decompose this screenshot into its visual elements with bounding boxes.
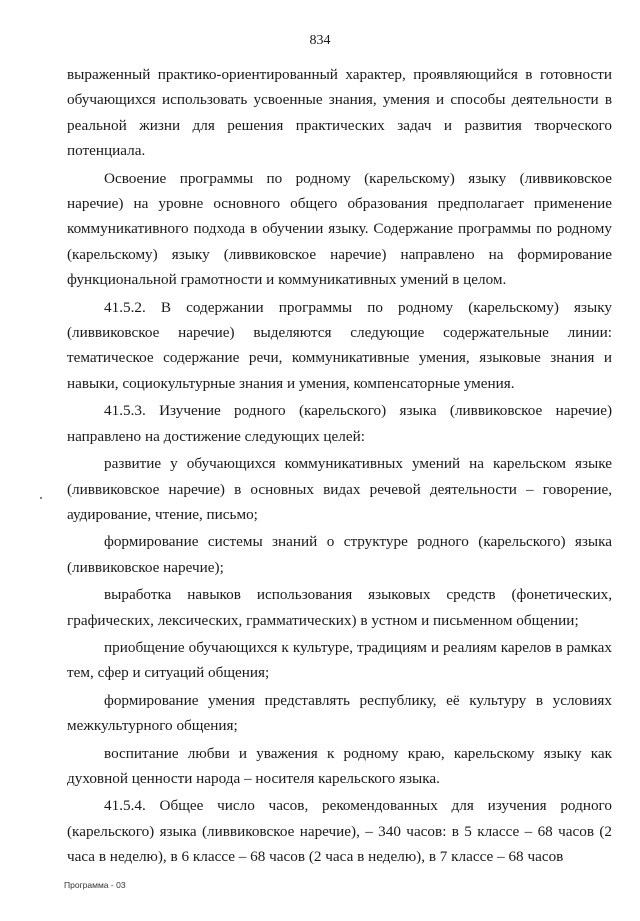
body-text — [67, 62, 612, 872]
paragraph-continuation: выраженный практико-ориентированный характер, проявляющийся в готовности обучающихся использовать усвоенные знания, умения и способы деятельности в реальной жизни для решения практических задач и развития творческого потенциала. — [67, 66, 612, 160]
page-number: 834 — [309, 33, 331, 48]
goal-item-language-means: выработка навыков использования языковых средств (фонетических, графических, лексических, грамматических) в устном и письменном общении; — [67, 586, 612, 629]
goal-item-represent-republic: формирование умения представлять республику, её культуру в условиях межкультурного общения; — [67, 691, 612, 735]
scan-speck — [40, 497, 42, 499]
paragraph-41-5-4: 41.5.4. Общее число часов, рекомендованных для изучения родного (карельского) языка (ливвиковское наречие), – 340 часов: в 5 классе – 68 часов (2 часа в неделю), в 6 классе – 68 часов (2 часа в неделю), в 7 классе – 68 часов — [67, 797, 612, 866]
goal-item-knowledge-system: формирование системы знаний о структуре родного (карельского) языка (ливвиковское наречие); — [67, 533, 612, 576]
page-footer: Программа - 03 — [64, 880, 126, 890]
paragraph-program-mastery: Освоение программы по родному (карельскому) языку (ливвиковское наречие) на уровне основного общего образования предполагает применение коммуникативного подхода в обучении языку. Содержание программы по родному (карельскому) языку (ливвиковское наречие) направлено на формирование функциональной грамотности и коммуникативных умений в целом. — [67, 169, 612, 289]
paragraph-41-5-2: 41.5.2. В содержании программы по родному (карельскому) языку (ливвиковское наречие) выделяются следующие содержательные линии: тематическое содержание речи, коммуникативные умения, языковые знания и навыки, социокультурные знания и умения, компенсаторные умения. — [67, 298, 612, 392]
goal-item-love-respect: воспитание любви и уважения к родному краю, карельскому языку как духовной ценности народа – носителя карельского языка. — [67, 744, 612, 787]
goal-item-culture: приобщение обучающихся к культуре, традициям и реалиям карелов в рамках тем, сфер и ситуаций общения; — [67, 638, 612, 682]
paragraph-41-5-3: 41.5.3. Изучение родного (карельского) языка (ливвиковское наречие) направлено на достижение следующих целей: — [67, 402, 612, 445]
goal-item-communicative-skills: развитие у обучающихся коммуникативных умений на карельском языке (ливвиковское наречие) в основных видах речевой деятельности – говорение, аудирование, чтение, письмо; — [67, 455, 612, 523]
